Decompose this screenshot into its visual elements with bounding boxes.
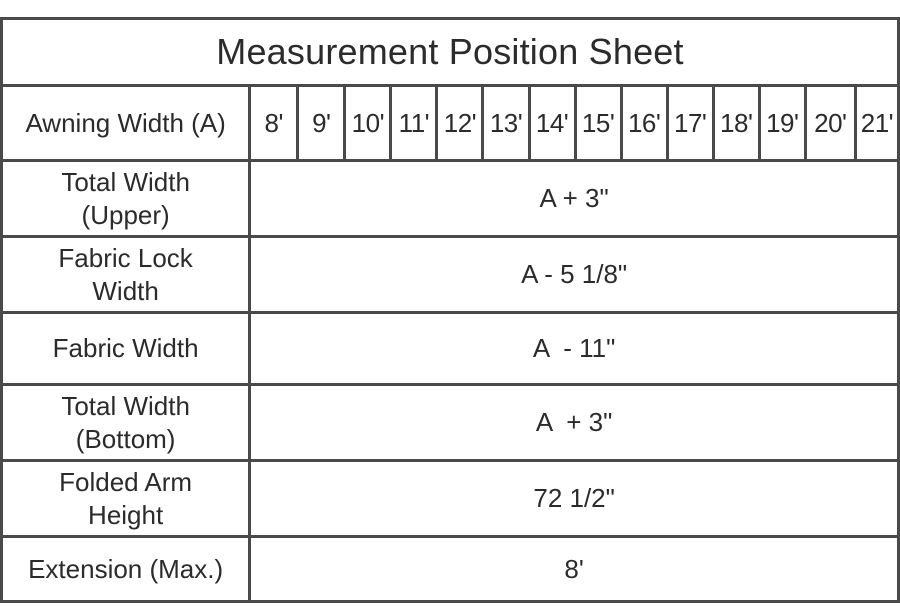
width-10: 10' [345,86,391,161]
row-value: A - 11" [250,313,899,385]
width-12: 12' [437,86,483,161]
width-21: 21' [855,86,898,161]
row-value: 8' [250,537,899,602]
measurement-table [0,17,900,603]
row-value: 72 1/2" [250,461,899,537]
row-label: Extension (Max.) [2,537,250,602]
width-9: 9' [298,86,345,161]
row-label-line2: (Bottom) [75,423,176,454]
width-8: 8' [250,86,298,161]
row-label-line2: Height [88,499,164,530]
row-label: Fabric Width [2,313,250,385]
row-value: A + 3" [250,385,899,461]
total-width-upper-row [2,161,899,237]
width-20: 20' [805,86,855,161]
width-19: 19' [759,86,805,161]
row-label-line2: Width [92,275,159,306]
fabric-lock-width-row [2,237,899,313]
width-15: 15' [575,86,621,161]
row-label [2,237,250,313]
row-label-line2: (Upper) [81,199,170,230]
extension-max-row [2,537,899,602]
row-value: A - 5 1/8" [250,237,899,313]
row-label [2,461,250,537]
width-18: 18' [713,86,759,161]
row-label-line1: Folded Arm [59,466,193,497]
row-label-line1: Total Width [61,166,190,197]
row-label-line1: Total Width [61,390,190,421]
fabric-width-row [2,313,899,385]
width-14: 14' [529,86,575,161]
awning-width-label: Awning Width (A) [2,86,250,161]
row-value: A + 3" [250,161,899,237]
sheet-title: Measurement Position Sheet [2,19,899,86]
width-11: 11' [391,86,437,161]
width-16: 16' [621,86,667,161]
row-label [2,161,250,237]
awning-width-row [2,86,899,161]
row-label-line1: Fabric Lock [58,242,193,273]
total-width-bottom-row [2,385,899,461]
row-label [2,385,250,461]
width-13: 13' [483,86,529,161]
folded-arm-height-row [2,461,899,537]
width-17: 17' [667,86,713,161]
